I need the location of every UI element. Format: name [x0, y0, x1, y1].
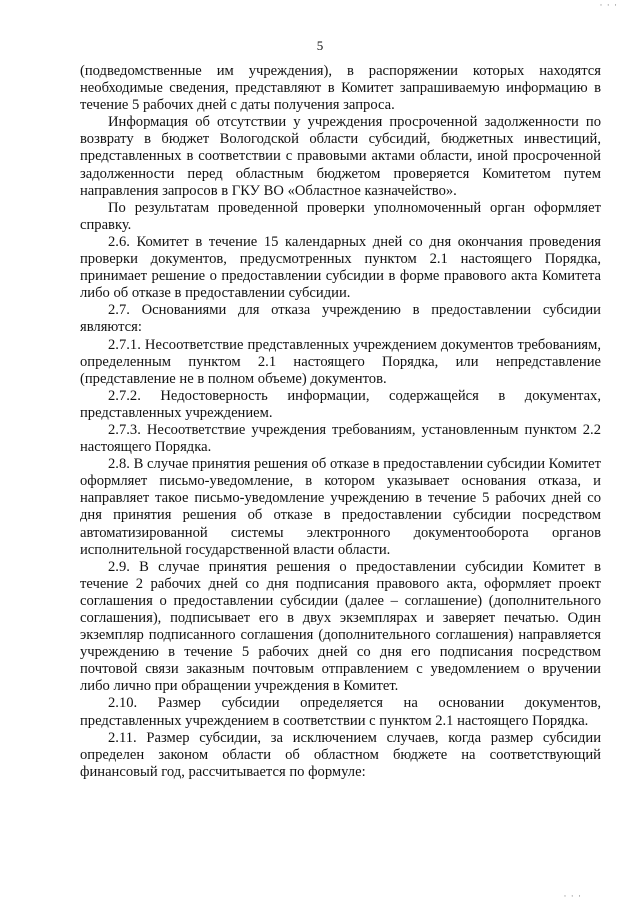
paragraph-2-10: 2.10. Размер субсидии определяется на основании документов, представленных учреждением в соответствии с пунктом 2.1 настоящего Порядка. [80, 695, 601, 729]
paragraph-2-11: 2.11. Размер субсидии, за исключением случаев, когда размер субсидии определен законом области об областном бюджете на соответствующий финансовый год, рассчитывается по формуле: [80, 729, 601, 780]
paragraph-2-6: 2.6. Комитет в течение 15 календарных дней со дня окончания проведения проверки документов, предусмотренных пунктом 2.1 настоящего Порядка, принимает решение о предоставлении субсидии в форме правового акта Комитета либо об отказе в предоставлении субсидии. [80, 233, 601, 302]
paragraph-2-7: 2.7. Основаниями для отказа учреждению в предоставлении субсидии являются: [80, 302, 601, 336]
paragraph-2-7-3: 2.7.3. Несоответствие учреждения требованиям, установленным пунктом 2.2 настоящего Порядка. [80, 421, 601, 456]
paragraph-2-9: 2.9. В случае принятия решения о предоставлении субсидии Комитет в течение 2 рабочих дней со дня подписания правового акта, оформляет проект соглашения о предоставлении субсидии (далее – соглашение) (дополнительного соглашения), подписывает его в двух экземплярах и заверяет печатью. Один экземпляр подписанного соглашения (дополнительного соглашения) направляется учреждению в течение 5 рабочих дней со дня его подписания посредством почтовой связи заказным почтовым отправлением с уведомлением о вручении либо лично при обращении учреждения в Комитет. [80, 558, 601, 695]
paragraph-continuation: (подведомственные им учреждения), в распоряжении которых находятся необходимые сведения, представляют в Комитет запрашиваемую информацию в течение 5 рабочих дней с даты получения запроса. [80, 63, 601, 114]
page-number: 5 [316, 38, 324, 53]
paragraph-certificate: По результатам проведенной проверки уполномоченный орган оформляет справку. [80, 199, 601, 233]
corner-scan-mark-top: · · · [599, 0, 618, 10]
paragraph-2-7-1: 2.7.1. Несоответствие представленных учреждением документов требованиям, определенным пунктом 2.1 настоящего Порядка, или непредставление (представление не в полном объеме) документов. [80, 336, 601, 387]
paragraph-debt-info: Информация об отсутствии у учреждения просроченной задолженности по возврату в бюджет Вологодской области субсидий, бюджетных инвестиций, представленных в соответствии с правовыми актами области, иной просроченной задолженности перед областным бюджетом проверяется Комитетом путем направления запросов в ГКУ ВО «Областное казначейство». [80, 114, 601, 199]
document-body [80, 63, 601, 781]
paragraph-2-8: 2.8. В случае принятия решения об отказе в предоставлении субсидии Комитет оформляет письмо-уведомление, в котором указывает основания отказа, и направляет такое письмо-уведомление учреждению в течение 5 рабочих дней со дня принятия решения об отказе в предоставлении субсидии посредством автоматизированной системы электронного документооборота органов исполнительной государственной власти области. [80, 456, 601, 558]
corner-scan-mark-bottom: · · · [563, 891, 582, 901]
paragraph-2-7-2: 2.7.2. Недостоверность информации, содержащейся в документах, представленных учреждением. [80, 387, 601, 421]
